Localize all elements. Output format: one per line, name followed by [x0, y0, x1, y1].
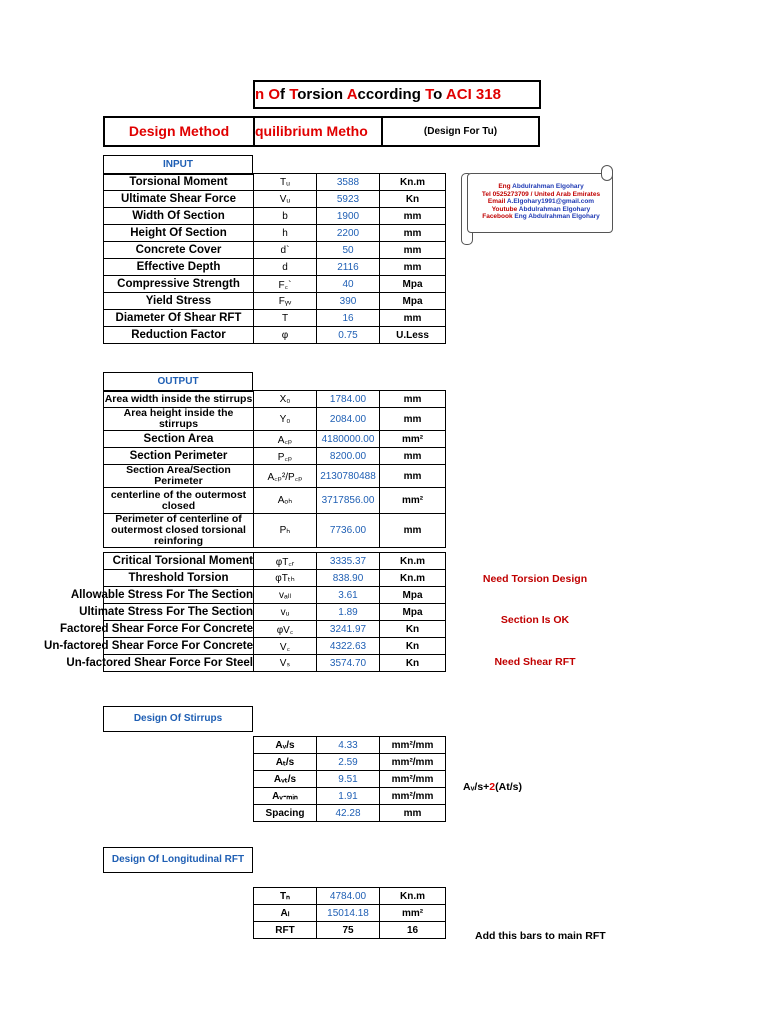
row-symbol: φT꜀ᵣ [254, 553, 317, 570]
row-label: Section Area/Section Perimeter [104, 465, 254, 488]
row-value[interactable]: 50 [317, 242, 380, 259]
row-symbol: Vᵤ [254, 191, 317, 208]
title-part: n [255, 86, 269, 103]
title-part: ccording [357, 86, 426, 103]
row-symbol: Tᵤ [254, 174, 317, 191]
row-value[interactable]: 3.61 [317, 587, 380, 604]
row-unit: Kn [380, 621, 446, 638]
row-label: Un-factored Shear Force For Concrete [104, 638, 254, 655]
table-row [104, 431, 446, 448]
row-unit: Kn [380, 638, 446, 655]
formula-part: 2 [489, 781, 496, 793]
row-label: Torsional Moment [104, 174, 254, 191]
title-part: A [346, 86, 358, 103]
row-value[interactable]: 3335.37 [317, 553, 380, 570]
title-part: O [268, 86, 281, 103]
row-unit: mm [380, 465, 446, 488]
row-label: Ultimate Shear Force [104, 191, 254, 208]
row-symbol: Pₕ [254, 514, 317, 548]
row-value[interactable]: 2116 [317, 259, 380, 276]
row-value[interactable]: 4322.63 [317, 638, 380, 655]
row-value[interactable]: 838.90 [317, 570, 380, 587]
row-symbol: Aₜ/s [254, 754, 317, 771]
row-symbol: vₐₗₗ [254, 587, 317, 604]
title-part: orsion [297, 86, 347, 103]
row-symbol: b [254, 208, 317, 225]
row-value[interactable]: 42.28 [317, 805, 380, 822]
sheet-title [253, 80, 541, 109]
table-row [104, 408, 446, 431]
row-unit: mm² [380, 431, 446, 448]
row-unit: mm [380, 805, 446, 822]
row-value[interactable]: 2130780488 [317, 465, 380, 488]
check-status-note: Need Torsion Design [482, 573, 588, 585]
row-value[interactable]: 0.75 [317, 327, 380, 344]
row-label: Section Area [104, 431, 254, 448]
row-label: Threshold Torsion [104, 570, 254, 587]
table-row [104, 225, 446, 242]
row-unit: mm [380, 242, 446, 259]
row-value[interactable]: 2200 [317, 225, 380, 242]
title-part: o [433, 86, 446, 103]
table-row [104, 242, 446, 259]
row-label: Un-factored Shear Force For Steel [104, 655, 254, 672]
title-part: ACI 318 [445, 86, 501, 103]
design-method-note: (Design For Tu) [423, 126, 498, 137]
row-unit: mm [380, 208, 446, 225]
row-unit: mm [380, 310, 446, 327]
row-symbol: Aₒₕ [254, 488, 317, 514]
row-symbol: Fᵧᵥ [254, 293, 317, 310]
table-row [104, 208, 446, 225]
table-row [254, 737, 446, 754]
input-table [103, 173, 446, 344]
row-unit: Kn.m [380, 570, 446, 587]
stirrups-table [253, 736, 446, 822]
table-row [104, 621, 446, 638]
row-value[interactable]: 7736.00 [317, 514, 380, 548]
contact-value: Abdulrahman Elgohary [518, 205, 591, 213]
row-symbol: φTₜₕ [254, 570, 317, 587]
row-label: Area height inside the stirrups [104, 408, 254, 431]
row-value[interactable]: 3574.70 [317, 655, 380, 672]
longitudinal-table [253, 887, 446, 939]
row-symbol: Vₛ [254, 655, 317, 672]
scroll-roll-right [601, 165, 613, 181]
row-symbol: X₀ [254, 391, 317, 408]
title-part: f [280, 86, 290, 103]
row-label: Compressive Strength [104, 276, 254, 293]
design-method-row [103, 116, 540, 147]
row-value[interactable]: 40 [317, 276, 380, 293]
table-row [104, 488, 446, 514]
row-unit: mm [380, 225, 446, 242]
row-unit: mm²/mm [380, 771, 446, 788]
contact-scroll-banner [461, 165, 613, 243]
row-value[interactable]: 1900 [317, 208, 380, 225]
contact-text [471, 183, 611, 221]
row-value[interactable]: 2.59 [317, 754, 380, 771]
longitudinal-note: Add this bars to main RFT [475, 930, 606, 942]
row-unit: mm²/mm [380, 788, 446, 805]
table-row [104, 553, 446, 570]
row-symbol: h [254, 225, 317, 242]
row-unit: Kn.m [380, 888, 446, 905]
row-symbol: P꜀ₚ [254, 448, 317, 465]
formula-part: (At/s) [495, 781, 522, 793]
table-row [104, 570, 446, 587]
table-row [104, 655, 446, 672]
input-header: INPUT [103, 155, 253, 175]
contact-key: Email [487, 198, 506, 206]
row-symbol: φ [254, 327, 317, 344]
row-label: Ultimate Stress For The Section [104, 604, 254, 621]
contact-value: Eng Abdulrahman Elgohary [514, 213, 600, 221]
check-status-note: Need Shear RFT [494, 656, 576, 668]
row-value[interactable]: 390 [317, 293, 380, 310]
row-symbol: V꜀ [254, 638, 317, 655]
formula-part: Aᵥ/s+ [463, 781, 490, 793]
row-value[interactable]: 3717856.00 [317, 488, 380, 514]
row-symbol: Aᵥ-ₘᵢₙ [254, 788, 317, 805]
row-label: Allowable Stress For The Section [104, 587, 254, 604]
table-row [104, 604, 446, 621]
table-row [104, 587, 446, 604]
row-symbol: φV꜀ [254, 621, 317, 638]
row-label: Reduction Factor [104, 327, 254, 344]
row-label: Diameter Of Shear RFT [104, 310, 254, 327]
row-symbol: d` [254, 242, 317, 259]
table-row [254, 788, 446, 805]
design-method-value[interactable]: quilibrium Metho [255, 118, 383, 145]
row-value[interactable]: 3588 [317, 174, 380, 191]
row-unit: Mpa [380, 604, 446, 621]
table-row [104, 514, 446, 548]
table-row [104, 293, 446, 310]
row-label: Factored Shear Force For Concrete [104, 621, 254, 638]
row-unit: Kn.m [380, 174, 446, 191]
design-method-label: Design Method [105, 118, 255, 145]
row-symbol: Tₙ [254, 888, 317, 905]
row-symbol: vᵤ [254, 604, 317, 621]
row-label: Width Of Section [104, 208, 254, 225]
row-value[interactable]: 9.51 [317, 771, 380, 788]
row-unit: Mpa [380, 276, 446, 293]
row-symbol: d [254, 259, 317, 276]
row-symbol: Spacing [254, 805, 317, 822]
table-row [104, 448, 446, 465]
table-row [254, 922, 446, 939]
row-unit: mm [380, 408, 446, 431]
row-value[interactable]: 2084.00 [317, 408, 380, 431]
row-symbol: Aᵥ/s [254, 737, 317, 754]
row-symbol: A꜀ₚ²/P꜀ₚ [254, 465, 317, 488]
row-value[interactable]: 8200.00 [317, 448, 380, 465]
table-row [104, 259, 446, 276]
row-value[interactable]: 4180000.00 [317, 431, 380, 448]
row-symbol: Aₗ [254, 905, 317, 922]
table-row [104, 391, 446, 408]
table-row [104, 327, 446, 344]
row-unit: mm²/mm [380, 737, 446, 754]
row-value[interactable]: 15014.18 [317, 905, 380, 922]
row-value[interactable]: 5923 [317, 191, 380, 208]
table-row [254, 905, 446, 922]
table-row [254, 805, 446, 822]
row-unit: 16 [380, 922, 446, 939]
row-value[interactable]: 1.91 [317, 788, 380, 805]
check-status-note: Section Is OK [500, 614, 570, 626]
contact-key: Youtube [491, 205, 518, 213]
longitudinal-header: Design Of Longitudinal RFT [103, 847, 253, 873]
table-row [104, 310, 446, 327]
row-label: Yield Stress [104, 293, 254, 310]
stirrups-formula [463, 781, 522, 793]
row-unit: U.Less [380, 327, 446, 344]
row-symbol: Aᵥₜ/s [254, 771, 317, 788]
checks-table [44, 552, 446, 672]
table-row [104, 174, 446, 191]
row-label: Section Perimeter [104, 448, 254, 465]
row-value[interactable]: 3241.97 [317, 621, 380, 638]
output-table [103, 390, 446, 548]
contact-key: Facebook [482, 213, 513, 221]
row-label: Critical Torsional Moment [104, 553, 254, 570]
row-symbol: T [254, 310, 317, 327]
row-label: Perimeter of centerline of outermost closed torsional reinforing [104, 514, 254, 548]
row-label: Effective Depth [104, 259, 254, 276]
table-row [254, 888, 446, 905]
contact-value: Abdulrahman Elgohary [512, 183, 584, 190]
row-value[interactable]: 16 [317, 310, 380, 327]
row-unit: Kn.m [380, 553, 446, 570]
row-symbol: RFT [254, 922, 317, 939]
row-label: Concrete Cover [104, 242, 254, 259]
row-value[interactable]: 1784.00 [317, 391, 380, 408]
row-unit: Mpa [380, 293, 446, 310]
row-unit: mm²/mm [380, 754, 446, 771]
table-row [104, 276, 446, 293]
row-unit: mm [380, 259, 446, 276]
contact-key: Tel [481, 190, 491, 198]
stirrups-header: Design Of Stirrups [103, 706, 253, 732]
row-unit: mm² [380, 488, 446, 514]
table-row [254, 754, 446, 771]
table-row [104, 465, 446, 488]
contact-key: Eng [498, 183, 511, 190]
title-part: T [425, 86, 434, 103]
row-value[interactable]: 75 [317, 922, 380, 939]
row-symbol: F꜀` [254, 276, 317, 293]
row-label: Height Of Section [104, 225, 254, 242]
row-unit: mm [380, 448, 446, 465]
table-row [254, 771, 446, 788]
output-header: OUTPUT [103, 372, 253, 392]
contact-value: A.Elgohary1991@gmail.com [506, 198, 595, 206]
row-unit: mm² [380, 905, 446, 922]
row-value[interactable]: 4.33 [317, 737, 380, 754]
row-symbol: Y₀ [254, 408, 317, 431]
contact-value: 0525273709 / United Arab Emirates [492, 190, 601, 198]
table-row [104, 638, 446, 655]
row-unit: Kn [380, 655, 446, 672]
row-unit: Kn [380, 191, 446, 208]
row-unit: mm [380, 391, 446, 408]
title-part: T [289, 86, 298, 103]
row-unit: Mpa [380, 587, 446, 604]
row-symbol: A꜀ₚ [254, 431, 317, 448]
row-value[interactable]: 4784.00 [317, 888, 380, 905]
row-label: centerline of the outermost closed [104, 488, 254, 514]
row-unit: mm [380, 514, 446, 548]
row-label: Area width inside the stirrups [104, 391, 254, 408]
table-row [104, 191, 446, 208]
row-value[interactable]: 1.89 [317, 604, 380, 621]
